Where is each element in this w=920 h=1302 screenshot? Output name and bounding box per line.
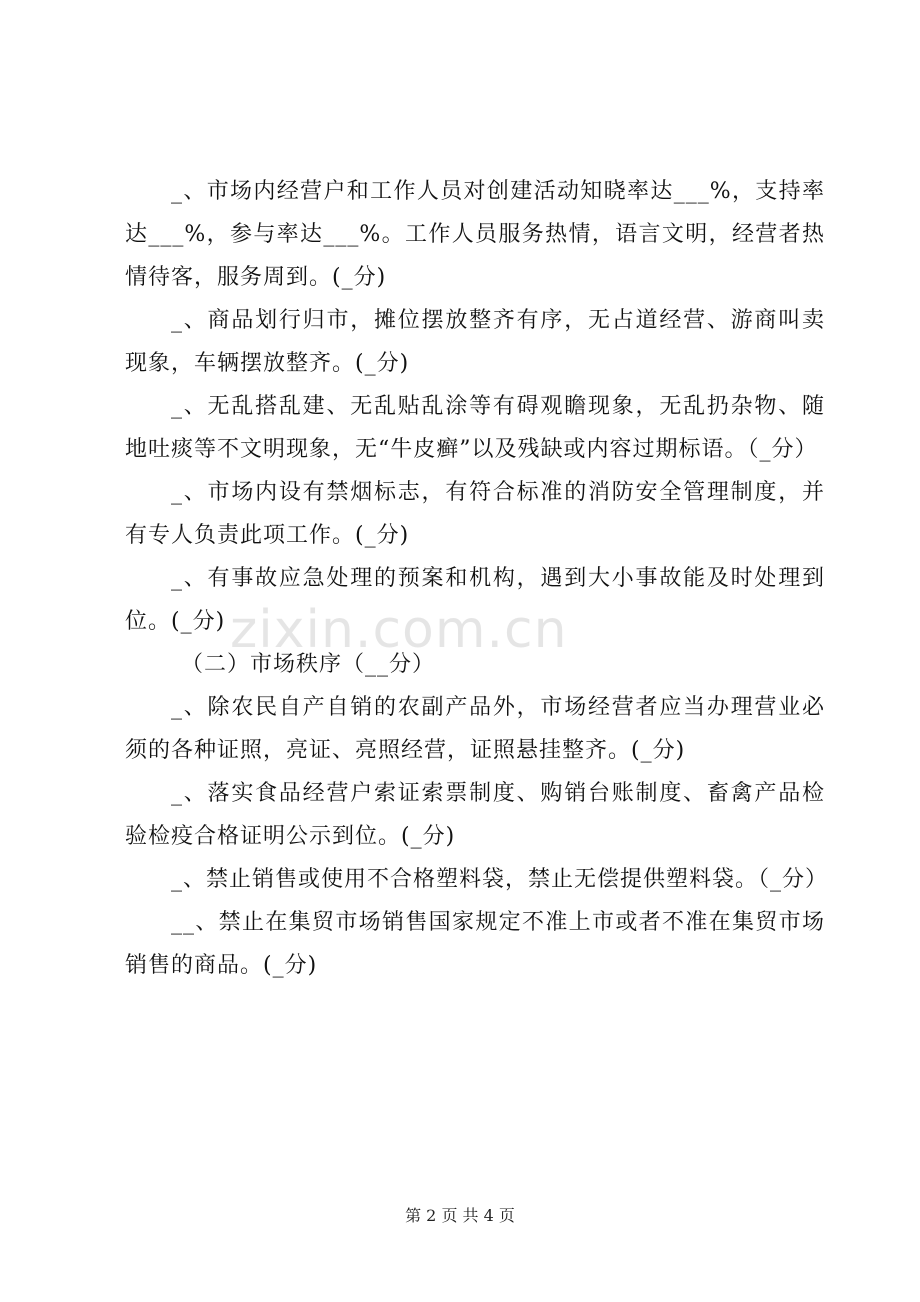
paragraph-emergency-plan: _、有事故应急处理的预案和机构，遇到大小事故能及时处理到位。(_分): [125, 566, 825, 634]
paragraph-no-illegal-construction: _、无乱搭乱建、无乱贴乱涂等有碍观瞻现象，无乱扔杂物、随地吐痰等不文明现象，无“牛皮癣”以及残缺或内容过期标语。（_分）: [125, 394, 825, 462]
paragraph-licenses: _、除农民自产自销的农副产品外，市场经营者应当办理营业必须的各种证照，亮证、亮照经营，证照悬挂整齐。(_分): [125, 695, 825, 763]
paragraph-plastic-bags: _、禁止销售或使用不合格塑料袋，禁止无偿提供塑料袋。（_分）: [171, 867, 829, 892]
paragraph-awareness-rate: _、市场内经营户和工作人员对创建活动知晓率达___%，支持率达___%，参与率达___%。工作人员服务热情，语言文明，经营者热情待客，服务周到。(_分): [125, 179, 825, 290]
section-heading-market-order: （二）市场秩序（__分）: [181, 652, 436, 677]
document-body: [125, 170, 829, 987]
page-footer: 第 2 页 共 4 页: [405, 1206, 515, 1225]
paragraph-food-records: _、落实食品经营户索证索票制度、购销台账制度、畜禽产品检验检疫合格证明公示到位。(_分): [125, 781, 825, 849]
paragraph-goods-arrangement: _、商品划行归市，摊位摆放整齐有序，无占道经营、游商叫卖现象，车辆摆放整齐。(_分): [125, 308, 825, 376]
paragraph-prohibited-goods: __、禁止在集贸市场销售国家规定不准上市或者不准在集贸市场销售的商品。(_分): [125, 910, 825, 978]
paragraph-fire-safety: _、市场内设有禁烟标志，有符合标准的消防安全管理制度，并有专人负责此项工作。(_分): [125, 480, 825, 548]
watermark: zixin.com.cn: [230, 600, 568, 660]
